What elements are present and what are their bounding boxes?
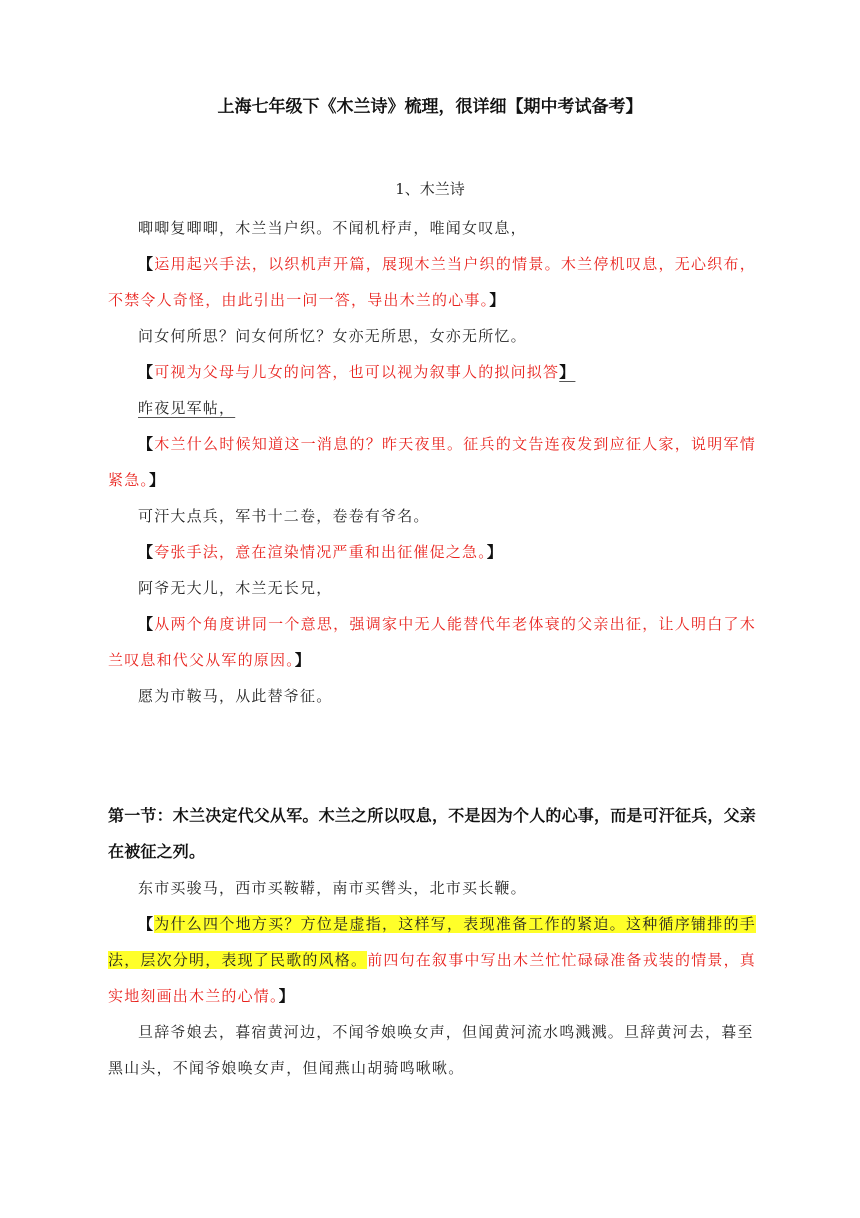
annotation xyxy=(108,534,756,570)
poem-line: 阿爷无大儿，木兰无长兄， xyxy=(138,579,333,597)
poem-content-2 xyxy=(108,870,756,1086)
poem-title: 1、木兰诗 xyxy=(395,180,465,198)
bracket-close: 】 xyxy=(559,363,576,381)
annotation-text: 木兰什么时候知道这一消息的？昨天夜里。征兵的文告连夜发到应征人家，说明军情紧急。 xyxy=(108,435,756,489)
annotation xyxy=(108,354,756,390)
annotation-text: 可视为父母与儿女的问答，也可以视为叙事人的拟问拟答 xyxy=(154,363,560,381)
section-heading: 第一节：木兰决定代父从军。木兰之所以叹息，不是因为个人的心事，而是可汗征兵，父亲在被征之列。 xyxy=(108,806,757,861)
poem-line: 可汗大点兵，军书十二卷，卷卷有爷名。 xyxy=(138,507,430,525)
poem-content xyxy=(108,210,756,714)
annotation-text: 从两个角度讲同一个意思，强调家中无人能替代年老体衰的父亲出征，让人明白了木兰叹息和代父从军的原因。 xyxy=(108,615,756,669)
poem-line: 东市买骏马，西市买鞍鞯，南市买辔头，北市买长鞭。 xyxy=(138,879,527,897)
bracket-open: 【 xyxy=(138,363,155,381)
document-title: 上海七年级下《木兰诗》梳理，很详细【期中考试备考】 xyxy=(217,97,643,117)
poem-line-text: 昨夜见军帖， xyxy=(138,399,236,417)
highlighted-text: 为什么四个地方买？方位是虚指，这样写，表现准备工作的紧迫。这种循序铺排的手法，层次分明，表现了民歌的风格。 xyxy=(108,915,756,969)
bracket-close: 】 xyxy=(294,651,312,669)
annotation xyxy=(108,606,756,678)
annotation-text: 前四句在叙事中写出木兰忙忙碌碌准备戎装的情景，真实地刻画出木兰的心情。 xyxy=(108,951,757,1005)
poem-line: 旦辞爷娘去，暮宿黄河边，不闻爷娘唤女声，但闻黄河流水鸣溅溅。旦辞黄河去，暮至黑山头，不闻爷娘唤女声，但闻燕山胡骑鸣啾啾。 xyxy=(108,1023,754,1077)
bracket-open: 【 xyxy=(138,615,155,633)
annotation-text: 夸张手法，意在渲染情况严重和出征催促之急。 xyxy=(154,543,487,561)
poem-line: 愿为市鞍马，从此替爷征。 xyxy=(138,687,333,705)
bracket-open: 【 xyxy=(138,543,155,561)
poem-line: 问女何所思？问女何所忆？女亦无所思，女亦无所忆。 xyxy=(138,327,527,345)
bracket-close: 】 xyxy=(486,543,504,561)
bracket-close: 】 xyxy=(149,471,166,489)
annotation xyxy=(108,246,756,318)
bracket-open: 【 xyxy=(138,915,155,933)
annotation-text: 运用起兴手法，以织机声开篇，展现木兰当户织的情景。木兰停机叹息，无心织布，不禁令人奇怪，由此引出一问一答，导出木兰的心事。 xyxy=(108,255,756,309)
bracket-close: 】 xyxy=(489,291,506,309)
poem-line xyxy=(108,390,756,426)
bracket-close: 】 xyxy=(278,987,295,1005)
annotation xyxy=(108,426,756,498)
annotation xyxy=(108,906,756,1014)
bracket-open: 【 xyxy=(138,435,155,453)
poem-line: 唧唧复唧唧，木兰当户织。不闻机杼声，唯闻女叹息， xyxy=(138,219,527,237)
bracket-open: 【 xyxy=(138,255,155,273)
